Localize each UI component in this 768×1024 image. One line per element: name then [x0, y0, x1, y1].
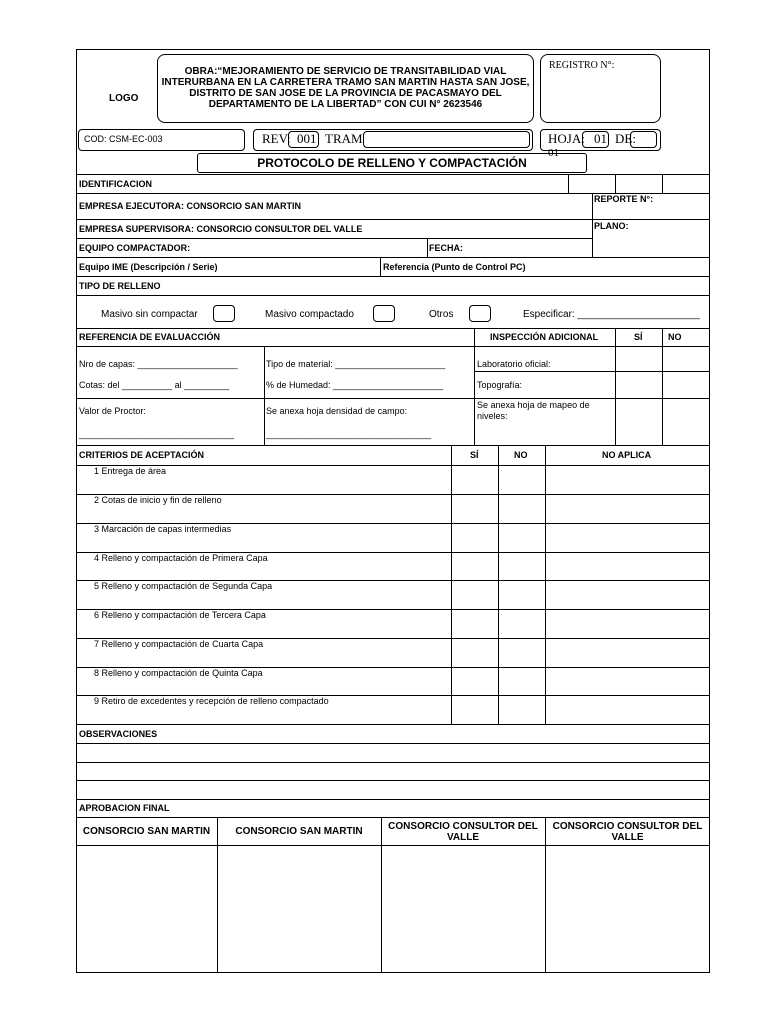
inspeccion-si-header: SÍ — [634, 332, 643, 342]
rule — [76, 295, 710, 296]
hoja-value: 01 — [594, 131, 607, 146]
empresa-supervisora: EMPRESA SUPERVISORA: CONSORCIO CONSULTOR DEL VALLE — [79, 224, 363, 234]
rule — [76, 465, 710, 466]
rule — [474, 371, 710, 372]
especificar-field[interactable]: Especificar: ______________________ — [523, 309, 700, 320]
criterio-item: 5 Relleno y compactación de Segunda Capa — [94, 581, 273, 591]
form-title: PROTOCOLO DE RELLENO Y COMPACTACIÓN — [257, 156, 527, 170]
topografia: Topografía: — [477, 380, 523, 390]
inspeccion-label: INSPECCIÓN ADICIONAL — [490, 332, 599, 342]
masivo-compactado-checkbox[interactable] — [373, 305, 395, 322]
criterio-item: 3 Marcación de capas intermedias — [94, 524, 232, 534]
tipo-material: Tipo de material: ______________________ — [266, 359, 446, 369]
rev-value: 001 — [297, 131, 317, 146]
identificacion-label: IDENTIFICACION — [79, 179, 152, 189]
criterio-item: 9 Retiro de excedentes y recepción de relleno compactado — [94, 696, 329, 706]
criterio-item: 6 Relleno y compactación de Tercera Capa — [94, 610, 266, 620]
rev-label: REV: — [262, 131, 291, 146]
mapeo-niveles-line-2: niveles: — [477, 411, 508, 421]
signature-area-2[interactable] — [218, 846, 381, 972]
rule — [76, 724, 710, 725]
rule — [380, 257, 381, 276]
rule — [76, 817, 710, 818]
mapeo-niveles-line-1: Se anexa hoja de mapeo de — [477, 400, 590, 410]
laboratorio-oficial: Laboratorio oficial: — [477, 359, 551, 369]
option-masivo-compactado: Masivo compactado — [265, 309, 354, 320]
empresa-ejecutora: EMPRESA EJECUTORA: CONSORCIO SAN MARTIN — [79, 201, 302, 211]
signature-area-4[interactable] — [546, 846, 709, 972]
masivo-sin-compactar-checkbox[interactable] — [213, 305, 235, 322]
criterio-item: 7 Relleno y compactación de Cuarta Capa — [94, 639, 264, 649]
hoja-label: HOJA: — [548, 131, 585, 146]
project-title-line-3: DISTRITO DE SAN JOSE DE LA PROVINCIA DE PACASMAYO DEL — [189, 88, 502, 99]
aprobacion-col-1: CONSORCIO SAN MARTIN — [82, 826, 211, 837]
rule — [76, 219, 592, 220]
tram-label: TRAM — [325, 131, 363, 146]
rule — [427, 238, 428, 257]
project-title-line-1: OBRA:“MEJORAMIENTO DE SERVICIO DE TRANSITABILIDAD VIAL — [184, 66, 507, 77]
signature-area-3[interactable] — [382, 846, 545, 972]
rule — [545, 445, 546, 724]
equipo-ime: Equipo IME (Descripción / Serie) — [79, 262, 218, 272]
rule — [76, 743, 710, 744]
signature-area-1[interactable] — [77, 846, 217, 972]
evaluacion-label: REFERENCIA DE EVALUACCIÓN — [79, 332, 221, 342]
project-title-line-4: DEPARTAMENTO DE LA LIBERTAD” CON CUI N° 2623546 — [208, 99, 483, 110]
rule — [76, 346, 710, 347]
aprobacion-col-2: CONSORCIO SAN MARTIN — [235, 826, 363, 837]
criterios-no-aplica-header: NO APLICA — [602, 450, 652, 460]
de-value-box — [630, 131, 657, 148]
option-otros: Otros — [429, 309, 454, 320]
rule — [451, 445, 452, 724]
rule — [76, 799, 710, 800]
rule — [76, 445, 710, 446]
tram-value-box — [363, 131, 530, 148]
rule — [615, 174, 616, 193]
rule — [568, 174, 569, 193]
criterios-si-header: SÍ — [470, 450, 479, 460]
inspeccion-no-header: NO — [668, 332, 682, 342]
proctor-blank-line: _______________________________ — [79, 429, 235, 439]
rule — [76, 276, 710, 277]
rule — [592, 219, 710, 220]
rule — [264, 346, 265, 445]
criterio-item: 2 Cotas de inicio y fin de relleno — [94, 495, 222, 505]
plano-label: PLANO: — [594, 221, 629, 231]
equipo-compactador: EQUIPO COMPACTADOR: — [79, 243, 191, 253]
project-title-line-2: INTERURBANA EN LA CARRETERA TRAMO SAN MARTIN HASTA SAN JOSE, — [161, 77, 530, 88]
valor-proctor: Valor de Proctor: — [79, 406, 146, 416]
de-value: 01 — [548, 147, 559, 159]
referencia-pc: Referencia (Punto de Control PC) — [383, 262, 526, 272]
criterio-item: 8 Relleno y compactación de Quinta Capa — [94, 668, 263, 678]
rule — [498, 445, 499, 724]
rule — [662, 174, 663, 193]
nro-capas: Nro de capas: ____________________ — [79, 359, 238, 369]
criterios-no-header: NO — [514, 450, 528, 460]
rule — [76, 780, 710, 781]
observaciones-label: OBSERVACIONES — [79, 729, 158, 739]
densidad-blank-line: _________________________________ — [266, 429, 432, 439]
aprobacion-col-3: CONSORCIO CONSULTOR DEL VALLE — [388, 821, 538, 843]
de-label: DE: — [615, 131, 636, 146]
criterios-label: CRITERIOS DE ACEPTACIÓN — [79, 450, 205, 460]
aprobacion-label: APROBACION FINAL — [79, 803, 170, 813]
option-masivo-sin-compactar: Masivo sin compactar — [101, 309, 198, 320]
densidad-campo: Se anexa hoja densidad de campo: — [266, 406, 408, 416]
rule — [76, 398, 710, 399]
tipo-relleno-label: TIPO DE RELLENO — [79, 281, 161, 291]
fecha-label: FECHA: — [429, 243, 463, 253]
rule — [592, 193, 593, 257]
registro-label: REGISTRO N°: — [549, 60, 615, 71]
otros-checkbox[interactable] — [469, 305, 491, 322]
aprobacion-col-4: CONSORCIO CONSULTOR DEL VALLE — [552, 821, 703, 843]
rule — [76, 257, 710, 258]
humedad: % de Humedad: ______________________ — [266, 380, 444, 390]
logo-placeholder: LOGO — [109, 93, 139, 104]
cotas: Cotas: del __________ al _________ — [79, 380, 230, 390]
rule — [76, 762, 710, 763]
reporte-label: REPORTE N°: — [594, 194, 654, 204]
criterio-item: 1 Entrega de área — [94, 466, 167, 476]
criterio-item: 4 Relleno y compactación de Primera Capa — [94, 553, 268, 563]
cod-label: COD: CSM-EC-003 — [84, 134, 163, 144]
rule — [76, 238, 592, 239]
